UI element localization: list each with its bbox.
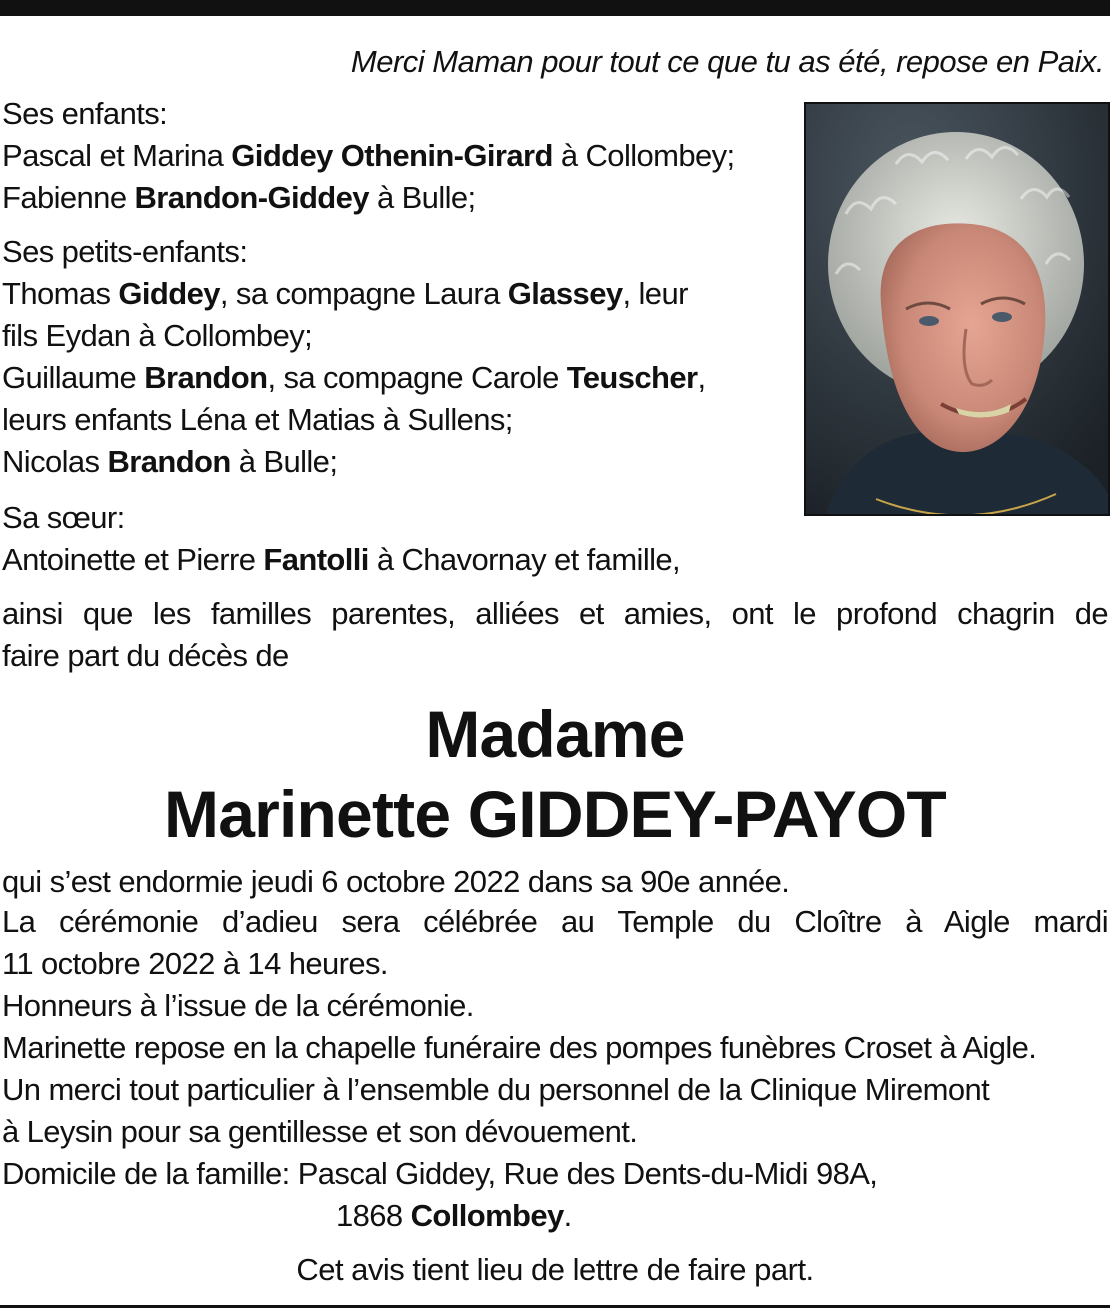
bottom-border [0, 1305, 1110, 1308]
grandchildren-line-5: Nicolas Brandon à Bulle; [2, 444, 338, 479]
details-line-3: 11 octobre 2022 à 14 heures. [2, 946, 388, 981]
portrait-image [806, 104, 1108, 514]
grandchildren-line-3: Guillaume Brandon, sa compagne Carole Teuscher, [2, 360, 706, 395]
details-line-7: à Leysin pour sa gentillesse et son dévouement. [2, 1114, 638, 1149]
sister-line: Antoinette et Pierre Fantolli à Chavornay et famille, [2, 542, 681, 577]
deceased-name: Marinette GIDDEY-PAYOT [164, 777, 946, 851]
children-heading: Ses enfants: [2, 96, 168, 131]
details-line-9: 1868 Collombey. [336, 1198, 572, 1233]
sister-heading: Sa sœur: [2, 500, 125, 535]
grandchildren-line-1: Thomas Giddey, sa compagne Laura Glassey, leur [2, 276, 688, 311]
grandchildren-line-2: fils Eydan à Collombey; [2, 318, 313, 353]
children-line-1: Pascal et Marina Giddey Othenin-Girard à Collombey; [2, 138, 735, 173]
announcement-line-2: faire part du décès de [2, 638, 289, 673]
grandchildren-heading: Ses petits-enfants: [2, 234, 248, 269]
details-line-2: La cérémonie d’adieu sera célébrée au Temple du Cloître à Aigle mardi [2, 904, 1108, 939]
children-line-2: Fabienne Brandon-Giddey à Bulle; [2, 180, 476, 215]
announcement-line-1: ainsi que les familles parentes, alliées et amies, ont le profond chagrin de [2, 596, 1108, 631]
portrait-photo [804, 102, 1110, 516]
deceased-title: Madame [425, 697, 685, 771]
footer-note: Cet avis tient lieu de lettre de faire part. [296, 1252, 814, 1287]
details-line-4: Honneurs à l’issue de la cérémonie. [2, 988, 474, 1023]
details-line-6: Un merci tout particulier à l’ensemble du personnel de la Clinique Miremont [2, 1072, 990, 1107]
details-line-5: Marinette repose en la chapelle funéraire des pompes funèbres Croset à Aigle. [2, 1030, 1037, 1065]
top-border [0, 0, 1110, 16]
grandchildren-line-4: leurs enfants Léna et Matias à Sullens; [2, 402, 513, 437]
details-line-1: qui s’est endormie jeudi 6 octobre 2022 dans sa 90e année. [2, 864, 790, 899]
details-line-8: Domicile de la famille: Pascal Giddey, Rue des Dents-du-Midi 98A, [2, 1156, 878, 1191]
motto: Merci Maman pour tout ce que tu as été, repose en Paix. [350, 44, 1104, 79]
